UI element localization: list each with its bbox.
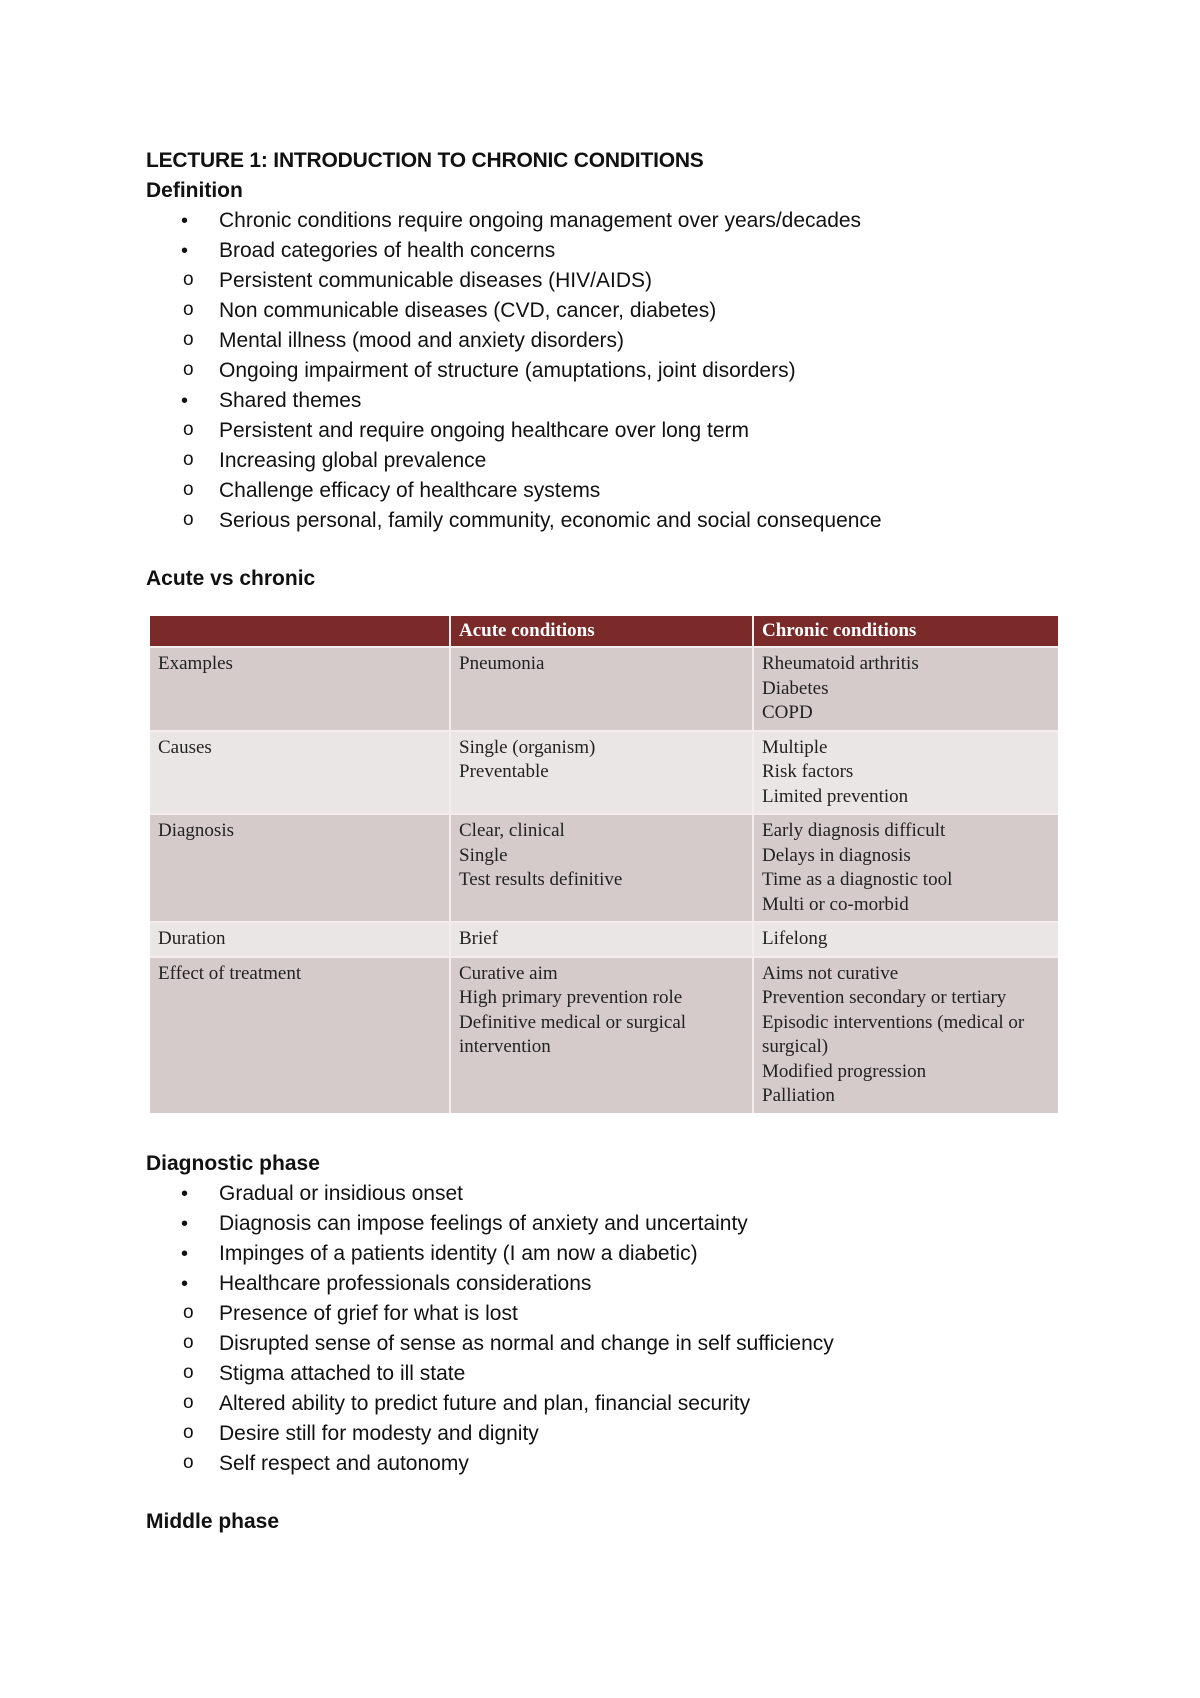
middle-phase-heading: Middle phase bbox=[146, 1509, 280, 1533]
sub-list-item: o Ongoing impairment of structure (amuptations, joint disorders) bbox=[73, 356, 1066, 386]
list-item bbox=[146, 1209, 1066, 1239]
cell-line: Risk factors bbox=[762, 761, 854, 782]
list-item bbox=[146, 236, 1066, 266]
diagnostic-phase-list bbox=[146, 1179, 1066, 1479]
list-item-text: Broad categories of health concerns bbox=[219, 239, 556, 262]
cell-line: Early diagnosis difficult bbox=[762, 820, 946, 841]
cell-line: Pneumonia bbox=[459, 653, 545, 674]
cell-chronic bbox=[754, 921, 1058, 956]
sub-list-item: o Serious personal, family community, economic and social consequence bbox=[73, 506, 1066, 536]
cell-line: Definitive medical or surgical intervention bbox=[459, 1011, 687, 1057]
sub-list-item: o Persistent communicable diseases (HIV/AIDS) bbox=[73, 266, 1066, 296]
cell-line: Clear, clinical bbox=[459, 820, 565, 841]
sub-list-item: o Altered ability to predict future and plan, financial security bbox=[73, 1389, 1066, 1419]
cell-line: Episodic interventions (medical or surgical) bbox=[762, 1011, 1025, 1057]
cell-line: Limited prevention bbox=[762, 785, 909, 807]
list-item bbox=[146, 1179, 1066, 1209]
cell-line: Prevention secondary or tertiary bbox=[762, 987, 1007, 1008]
cell-line: Test results definitive bbox=[459, 869, 623, 890]
cell-line: Multi or co-morbid bbox=[762, 893, 909, 915]
sub-list-item: o Persistent and require ongoing healthcare over long term bbox=[73, 416, 1066, 446]
cell-acute bbox=[451, 921, 754, 956]
table-header-empty bbox=[150, 616, 451, 646]
cell-line: Single bbox=[459, 844, 508, 866]
page-title: LECTURE 1: INTRODUCTION TO CHRONIC CONDITIONS bbox=[146, 149, 704, 172]
table-row bbox=[150, 956, 1058, 1113]
list-item-text: Shared themes bbox=[219, 389, 362, 412]
cell-acute bbox=[451, 730, 754, 814]
table-row bbox=[150, 921, 1058, 956]
row-label: Causes bbox=[150, 730, 451, 814]
cell-acute bbox=[451, 813, 754, 921]
acute-vs-chronic-heading: Acute vs chronic bbox=[146, 567, 316, 590]
cell-line: Aims not curative bbox=[762, 962, 899, 984]
cell-line: Time as a diagnostic tool bbox=[762, 869, 953, 890]
list-item bbox=[146, 1269, 1066, 1299]
document-page bbox=[146, 146, 1066, 1537]
sub-list bbox=[146, 1299, 1066, 1479]
cell-chronic bbox=[754, 956, 1058, 1113]
sub-list-item: o Non communicable diseases (CVD, cancer, diabetes) bbox=[73, 296, 1066, 326]
list-item bbox=[146, 386, 1066, 416]
table-row bbox=[150, 730, 1058, 814]
cell-line: Curative aim bbox=[459, 962, 558, 984]
diagnostic-phase-heading: Diagnostic phase bbox=[146, 1151, 320, 1175]
sub-list-item: o Mental illness (mood and anxiety disorders) bbox=[73, 326, 1066, 356]
cell-line: Delays in diagnosis bbox=[762, 844, 911, 866]
sub-list-item: o Desire still for modesty and dignity bbox=[73, 1419, 1066, 1449]
table-header-row bbox=[150, 616, 1058, 646]
cell-chronic bbox=[754, 730, 1058, 814]
cell-line: Rheumatoid arthritis bbox=[762, 653, 919, 674]
cell-chronic bbox=[754, 646, 1058, 730]
acute-vs-chronic-table bbox=[150, 616, 1058, 1113]
sub-list-item: o Presence of grief for what is lost bbox=[73, 1299, 1066, 1329]
table-header-acute: Acute conditions bbox=[451, 616, 754, 646]
cell-line: Preventable bbox=[459, 761, 549, 782]
sub-list-item: o Increasing global prevalence bbox=[73, 446, 1066, 476]
definition-list bbox=[146, 206, 1066, 536]
list-item-text: Healthcare professionals considerations bbox=[219, 1271, 592, 1295]
table-body bbox=[150, 646, 1058, 1113]
cell-line: High primary prevention role bbox=[459, 987, 683, 1008]
list-item-text: Impinges of a patients identity (I am now a diabetic) bbox=[219, 1241, 698, 1265]
cell-acute bbox=[451, 956, 754, 1113]
sub-list-item: o Self respect and autonomy bbox=[73, 1449, 1066, 1479]
sub-list-item: o Disrupted sense of sense as normal and change in self sufficiency bbox=[73, 1329, 1066, 1359]
sub-list bbox=[146, 266, 1066, 386]
cell-line: COPD bbox=[762, 702, 813, 723]
cell-line: Lifelong bbox=[762, 928, 828, 949]
list-item-text: Gradual or insidious onset bbox=[219, 1181, 463, 1205]
row-label: Effect of treatment bbox=[150, 956, 451, 1113]
table-row bbox=[150, 813, 1058, 921]
cell-line: Palliation bbox=[762, 1085, 835, 1106]
definition-heading: Definition bbox=[146, 179, 243, 202]
table-header-chronic: Chronic conditions bbox=[754, 616, 1058, 646]
cell-line: Modified progression bbox=[762, 1060, 927, 1082]
list-item bbox=[146, 206, 1066, 236]
row-label: Diagnosis bbox=[150, 813, 451, 921]
cell-line: Brief bbox=[459, 928, 499, 949]
cell-line: Multiple bbox=[762, 736, 828, 758]
row-label: Duration bbox=[150, 921, 451, 956]
cell-chronic bbox=[754, 813, 1058, 921]
list-item-text: Diagnosis can impose feelings of anxiety and uncertainty bbox=[219, 1211, 748, 1235]
list-item-text: Chronic conditions require ongoing management over years/decades bbox=[219, 209, 862, 232]
cell-line: Single (organism) bbox=[459, 736, 596, 758]
list-item bbox=[146, 1239, 1066, 1269]
sub-list bbox=[146, 416, 1066, 536]
cell-line: Diabetes bbox=[762, 677, 829, 699]
sub-list-item: o Stigma attached to ill state bbox=[73, 1359, 1066, 1389]
row-label: Examples bbox=[150, 646, 451, 730]
sub-list-item: o Challenge efficacy of healthcare systems bbox=[73, 476, 1066, 506]
cell-acute bbox=[451, 646, 754, 730]
table-row bbox=[150, 646, 1058, 730]
